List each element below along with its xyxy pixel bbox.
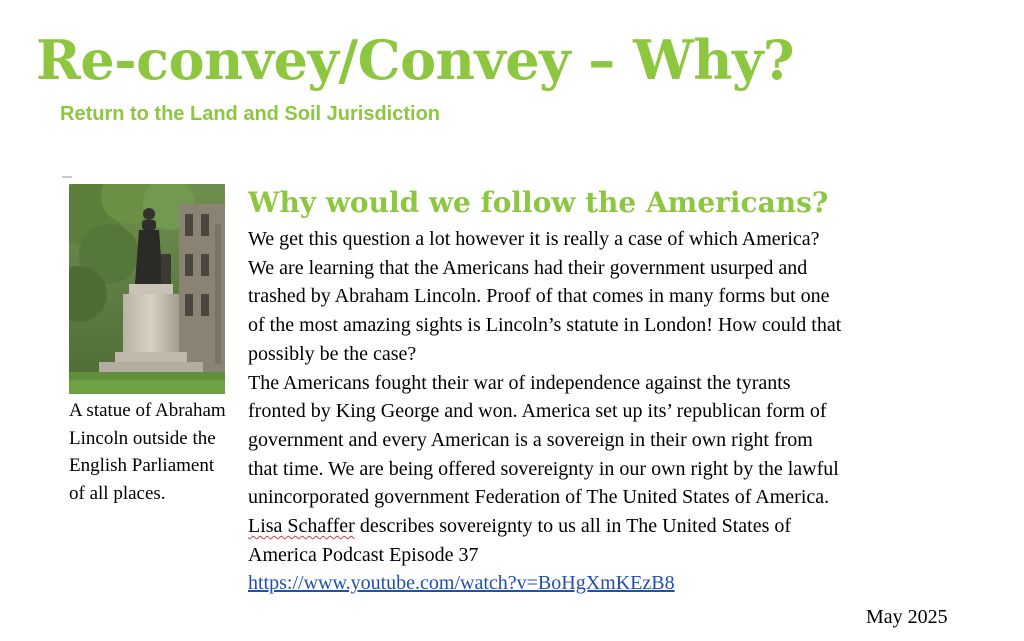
publication-date: May 2025: [866, 606, 948, 628]
body-line: We get this question a lot however it is really a case of which America?: [248, 228, 820, 250]
author-line-rest: describes sovereignty to us all in The United States of: [354, 515, 792, 538]
body-line: unincorporated government Federation of The United States of America.: [248, 486, 830, 509]
page-title: Re-convey/Convey – Why?: [36, 28, 795, 92]
body-line: America Podcast Episode 37: [248, 543, 479, 566]
body-line: fronted by King George and won. America set up its’ republican form of: [248, 400, 827, 423]
body-line: [248, 569, 1008, 598]
body-line: possibly be the case?: [248, 342, 417, 365]
article-body: [248, 225, 1008, 598]
body-line: of the most amazing sights is Lincoln’s statute in London! How could that: [248, 314, 842, 337]
page-subtitle: Return to the Land and Soil Jurisdiction: [60, 103, 441, 125]
body-line: [248, 512, 1008, 541]
body-line: The Americans fought their war of independence against the tyrants: [248, 371, 791, 394]
body-line: government and every American is a sovereign in their own right from: [248, 428, 813, 451]
photo-caption: A statue of Abraham Lincoln outside the English Parliament of all places.: [69, 400, 226, 504]
youtube-link[interactable]: https://www.youtube.com/watch?v=BoHgXmKEzB8: [248, 572, 675, 595]
article-heading: Why would we follow the Americans?: [248, 186, 829, 219]
body-line: that time. We are being offered sovereignty in our own right by the lawful: [248, 457, 839, 480]
lincoln-statue-photo: [69, 184, 225, 394]
body-line: trashed by Abraham Lincoln. Proof of that comes in many forms but one: [248, 285, 830, 308]
body-line: We are learning that the Americans had their government usurped and: [248, 256, 808, 279]
image-anchor-mark: [62, 176, 72, 178]
author-name: Lisa Schaffer: [248, 515, 355, 538]
